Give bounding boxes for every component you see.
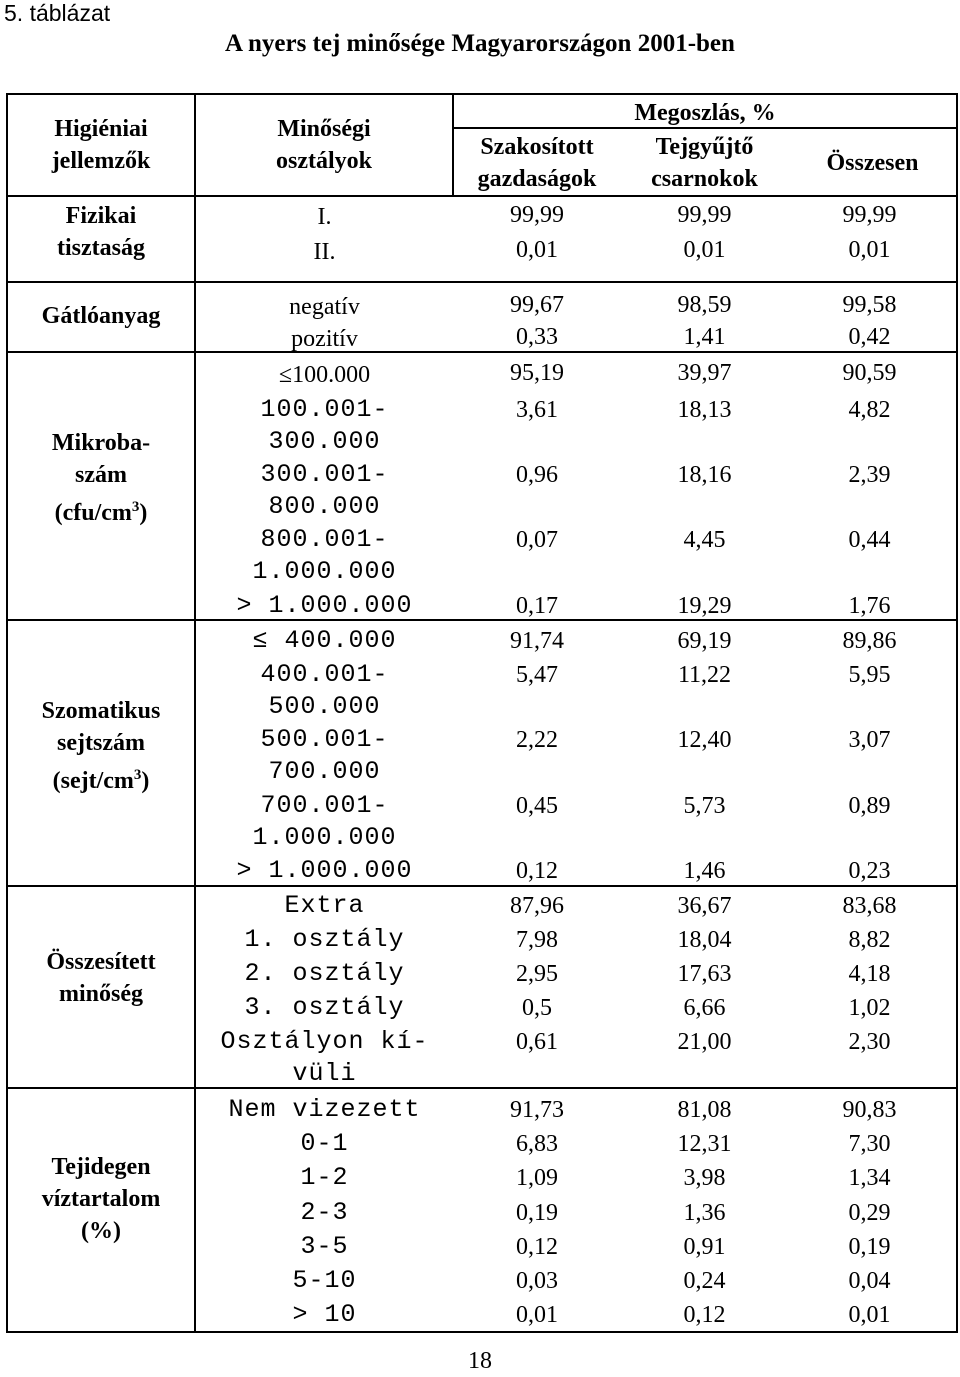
quality-class-cell: Extra (284, 891, 365, 920)
farms-value-cell: 2,22 (516, 727, 558, 753)
table-row (0, 1092, 960, 1126)
farms-value-cell: 0,12 (516, 858, 558, 884)
quality-class-cell: 300.001- 800.000 (260, 460, 389, 521)
total-value-cell: 1,34 (848, 1165, 891, 1191)
farms-value-cell: 0,45 (516, 793, 558, 819)
farms-value-cell: 6,83 (516, 1131, 558, 1157)
quality-class-cell: 0-1 (300, 1129, 349, 1158)
collection-points-value-cell: 99,99 (677, 202, 732, 228)
collection-points-value-cell: 12,40 (677, 727, 732, 753)
table-row (0, 319, 960, 353)
collection-points-value-cell: 11,22 (677, 662, 732, 688)
farms-value-cell: 0,01 (516, 237, 558, 263)
quality-class-cell: 2-3 (300, 1198, 349, 1227)
table-row (0, 1195, 960, 1229)
collection-points-value-cell: 5,73 (683, 793, 726, 819)
collection-points-value-cell: 19,29 (677, 593, 732, 619)
collection-points-value-cell: 69,19 (677, 628, 732, 654)
group-label-microbe-count: Mikroba- szám $(cfu/cm^3)$ (51, 430, 151, 526)
total-value-cell: 90,59 (842, 360, 897, 386)
quality-class-cell: 700.001- 1.000.000 (252, 791, 397, 852)
total-value-cell: 0,19 (848, 1234, 891, 1260)
total-value-cell: 0,01 (848, 1302, 891, 1328)
collection-points-value-cell: 36,67 (677, 893, 732, 919)
group-label-physical-cleanliness: Fizikai tisztaság (57, 203, 145, 261)
collection-points-value-cell: 17,63 (677, 961, 732, 987)
table-row (0, 888, 960, 922)
farms-value-cell: 0,19 (516, 1200, 558, 1226)
total-value-cell: 3,07 (848, 727, 891, 753)
farms-value-cell: 0,17 (516, 593, 558, 619)
farms-value-cell: 7,98 (516, 927, 558, 953)
quality-class-cell: negatív (289, 294, 360, 320)
table-row (0, 355, 960, 389)
quality-class-cell: 3. osztály (244, 993, 405, 1022)
table-row (0, 522, 960, 586)
table-row (0, 788, 960, 852)
farms-value-cell: 1,09 (516, 1165, 558, 1191)
table-row (0, 287, 960, 321)
farms-value-cell: 2,95 (516, 961, 558, 987)
table-row (0, 1126, 960, 1160)
quality-class-cell: > 1.000.000 (236, 856, 413, 885)
collection-points-value-cell: 3,98 (683, 1165, 726, 1191)
collection-points-value-cell: 0,91 (683, 1234, 726, 1260)
farms-value-cell: 0,33 (516, 324, 558, 350)
total-value-cell: 99,99 (842, 202, 897, 228)
quality-class-cell: 5-10 (292, 1266, 357, 1295)
total-value-cell: 2,30 (848, 1029, 891, 1055)
quality-class-cell: 500.001- 700.000 (260, 725, 389, 786)
collection-points-value-cell: 1,46 (683, 858, 726, 884)
total-value-cell: 1,02 (848, 995, 891, 1021)
header-hygiene: Higiéniai jellemzők (51, 116, 151, 174)
total-value-cell: 90,83 (842, 1097, 897, 1123)
table-row (0, 232, 960, 266)
quality-class-cell: pozitív (291, 326, 358, 352)
table-row (0, 1229, 960, 1263)
total-value-cell: 4,82 (848, 397, 891, 423)
quality-class-cell: Nem vizezett (228, 1095, 421, 1124)
quality-class-cell: 800.001- 1.000.000 (252, 525, 397, 586)
total-value-cell: 0,42 (848, 324, 891, 350)
quality-class-cell: > 1.000.000 (236, 591, 413, 620)
total-value-cell: 99,58 (842, 292, 897, 318)
total-value-cell: 0,23 (848, 858, 891, 884)
group-label-inhibitors: Gátlóanyag (41, 303, 161, 329)
quality-class-cell: ≤100.000 (278, 362, 371, 388)
total-value-cell: 0,89 (848, 793, 891, 819)
total-value-cell: 5,95 (848, 662, 891, 688)
farms-value-cell: 87,96 (510, 893, 564, 919)
table-row (0, 657, 960, 721)
header-classes: Minőségi osztályok (276, 116, 372, 174)
table-caption: 5. táblázat (4, 0, 111, 26)
collection-points-value-cell: 12,31 (677, 1131, 732, 1157)
collection-points-value-cell: 1,41 (683, 324, 726, 350)
quality-class-cell: I. (317, 204, 332, 230)
group-label-overall-quality: Összesített minőség (46, 949, 156, 1007)
quality-class-cell: 100.001- 300.000 (260, 395, 389, 456)
farms-value-cell: 0,5 (522, 995, 552, 1021)
total-value-cell: 4,18 (848, 961, 891, 987)
group-label-somatic-cell-count: Szomatikus sejtszám $(sejt/cm^3)$ (41, 698, 161, 794)
total-value-cell: 0,01 (848, 237, 891, 263)
farms-value-cell: 0,01 (516, 1302, 558, 1328)
header-specialized-farms: Szakosított gazdaságok (477, 134, 597, 192)
table-row (0, 392, 960, 456)
farms-value-cell: 99,99 (510, 202, 564, 228)
collection-points-value-cell: 0,12 (683, 1302, 726, 1328)
total-value-cell: 89,86 (842, 628, 897, 654)
header-distribution: Megoszlás, % (634, 100, 776, 126)
header-collection-points: Tejgyűjtő csarnokok (651, 134, 758, 192)
farms-value-cell: 3,61 (516, 397, 558, 423)
total-value-cell: 0,29 (848, 1200, 891, 1226)
farms-value-cell: 0,61 (516, 1029, 558, 1055)
table-row (0, 853, 960, 887)
farms-value-cell: 91,74 (510, 628, 564, 654)
quality-class-cell: 2. osztály (244, 959, 405, 988)
total-value-cell: 7,30 (848, 1131, 891, 1157)
collection-points-value-cell: 39,97 (677, 360, 732, 386)
collection-points-value-cell: 1,36 (683, 1200, 726, 1226)
table-row (0, 990, 960, 1024)
total-value-cell: 0,04 (848, 1268, 891, 1294)
total-value-cell: 83,68 (842, 893, 897, 919)
table-row (0, 197, 960, 231)
farms-value-cell: 99,67 (510, 292, 564, 318)
collection-points-value-cell: 98,59 (677, 292, 732, 318)
farms-value-cell: 0,12 (516, 1234, 558, 1260)
collection-points-value-cell: 18,16 (677, 462, 732, 488)
collection-points-value-cell: 81,08 (677, 1097, 732, 1123)
table-row (0, 1263, 960, 1297)
farms-value-cell: 95,19 (510, 360, 564, 386)
quality-class-cell: 400.001- 500.000 (260, 660, 389, 721)
quality-class-cell: Osztályon kí- vüli (220, 1027, 429, 1088)
header-total: Összesen (826, 150, 919, 176)
quality-class-cell: > 10 (292, 1300, 357, 1329)
collection-points-value-cell: 0,24 (683, 1268, 726, 1294)
total-value-cell: 8,82 (848, 927, 891, 953)
table-row (0, 588, 960, 622)
collection-points-value-cell: 18,13 (677, 397, 732, 423)
quality-class-cell: II. (313, 239, 336, 265)
collection-points-value-cell: 0,01 (683, 237, 726, 263)
collection-points-value-cell: 4,45 (683, 527, 726, 553)
total-value-cell: 2,39 (848, 462, 891, 488)
collection-points-value-cell: 18,04 (677, 927, 732, 953)
table-row (0, 1024, 960, 1088)
quality-class-cell: ≤ 400.000 (252, 626, 397, 655)
quality-class-cell: 1-2 (300, 1163, 349, 1192)
total-value-cell: 0,44 (848, 527, 891, 553)
group-label-added-water: Tejidegen víztartalom (%) (41, 1154, 161, 1244)
collection-points-value-cell: 21,00 (677, 1029, 732, 1055)
page-number: 18 (468, 1348, 492, 1374)
farms-value-cell: 91,73 (510, 1097, 564, 1123)
farms-value-cell: 0,07 (516, 527, 558, 553)
collection-points-value-cell: 6,66 (683, 995, 726, 1021)
table-row (0, 922, 960, 956)
table-row (0, 623, 960, 657)
total-value-cell: 1,76 (848, 593, 891, 619)
quality-class-cell: 3-5 (300, 1232, 349, 1261)
page-title: A nyers tej minősége Magyarországon 2001-ben (225, 30, 735, 57)
farms-value-cell: 5,47 (516, 662, 558, 688)
farms-value-cell: 0,96 (516, 462, 558, 488)
farms-value-cell: 0,03 (516, 1268, 558, 1294)
table-row (0, 956, 960, 990)
quality-class-cell: 1. osztály (244, 925, 405, 954)
table-row (0, 1160, 960, 1194)
table-row (0, 1297, 960, 1331)
